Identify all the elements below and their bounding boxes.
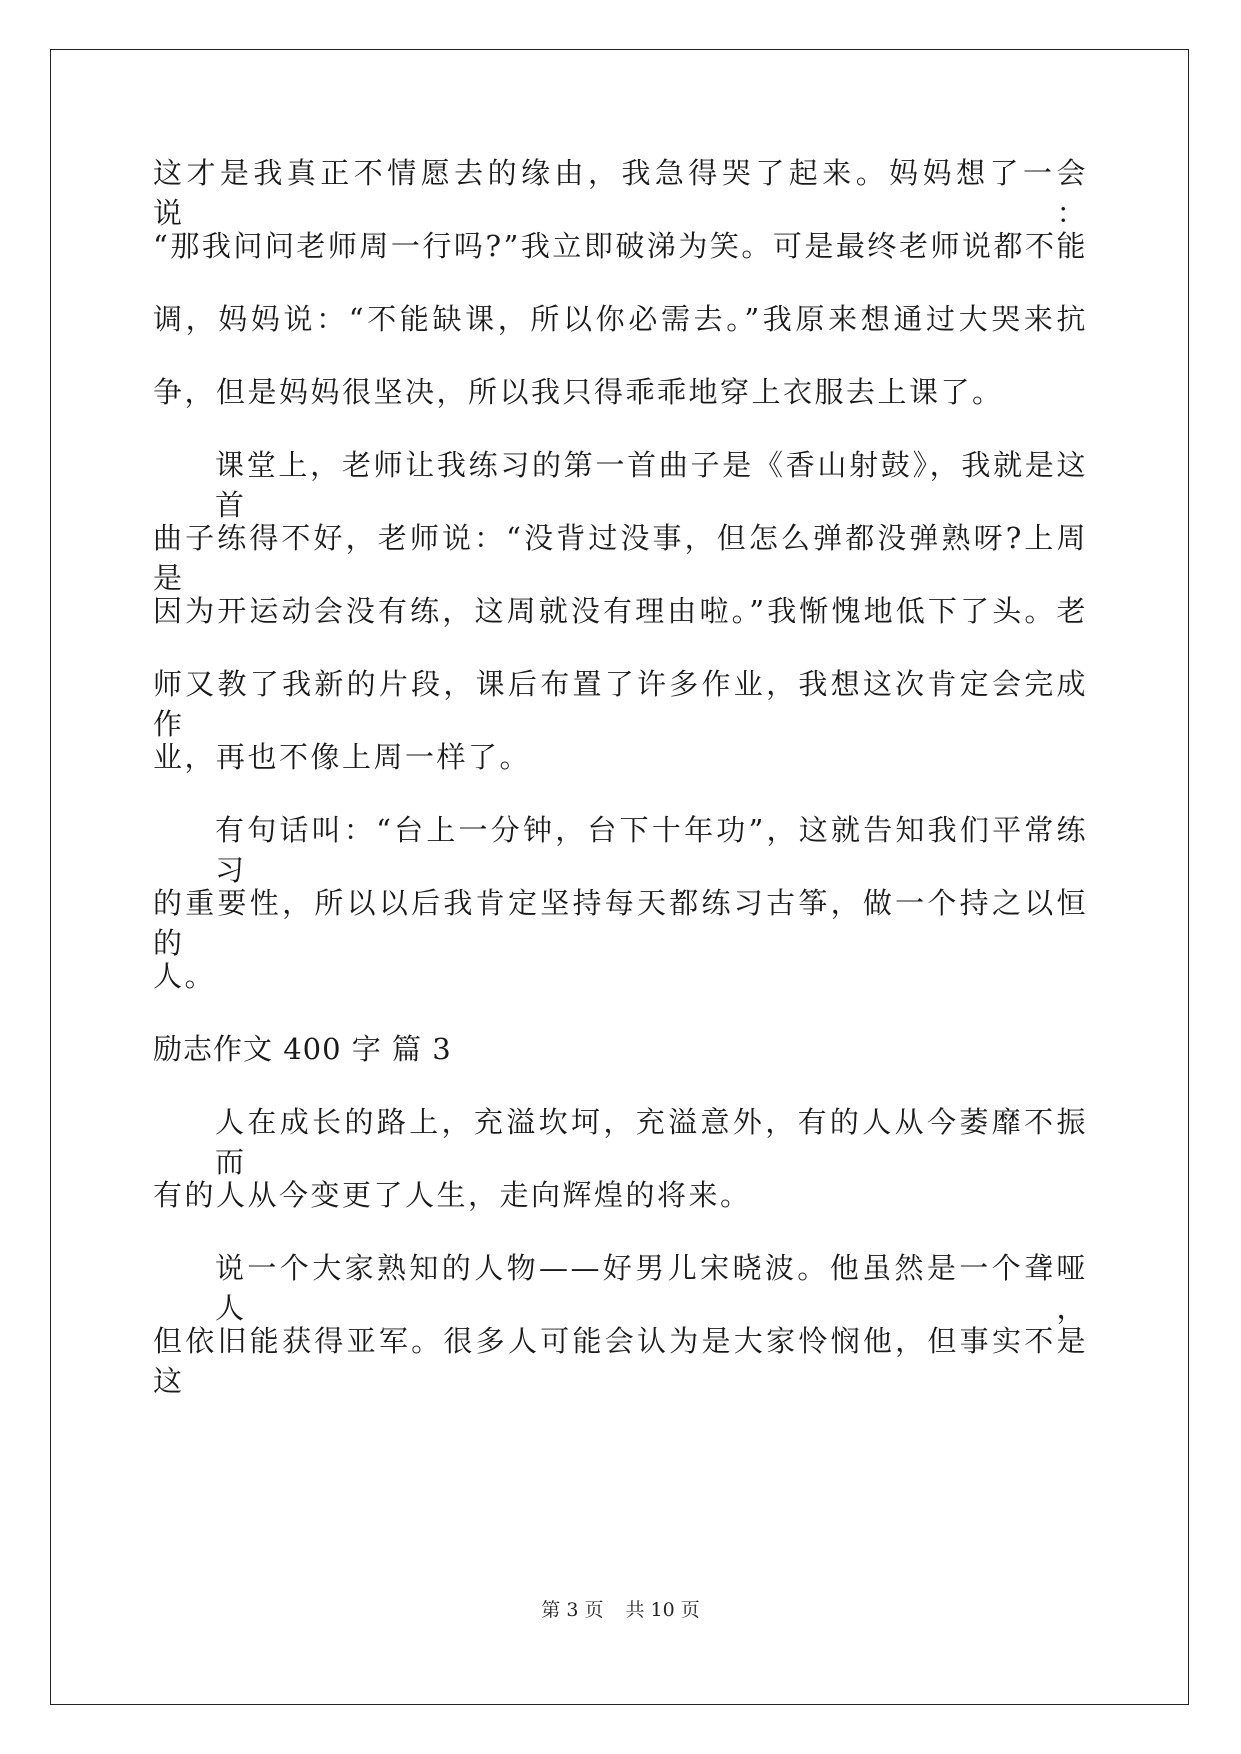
page-footer <box>0 1598 1241 1622</box>
section-heading: 励志作文 400 字 篇 3 <box>153 1032 452 1066</box>
page-total: 共 10 页 <box>625 1599 700 1621</box>
body-text-line: 这才是我真正不情愿去的缘由，我急得哭了起来。妈妈想了一会说： <box>153 156 1088 230</box>
body-text-line: 争，但是妈妈很坚决，所以我只得乖乖地穿上衣服去上课了。 <box>153 375 1004 409</box>
body-text-line: 调，妈妈说：“不能缺课，所以你必需去。”我原来想通过大哭来抗 <box>153 302 1088 336</box>
body-text-line: 业，再也不像上周一样了。 <box>153 740 532 774</box>
body-text-line: 人。 <box>153 959 217 993</box>
paragraph-first-line: 有句话叫：“台上一分钟，台下十年功”，这就告知我们平常练习 <box>215 813 1088 887</box>
body-text-line: 有的人从今变更了人生，走向辉煌的将来。 <box>153 1178 752 1212</box>
paragraph-first-line: 说一个大家熟知的人物——好男儿宋晓波。他虽然是一个聋哑人， <box>215 1251 1088 1325</box>
body-text-line: 的重要性，所以以后我肯定坚持每天都练习古筝，做一个持之以恒的 <box>153 886 1088 960</box>
body-text-line: “那我问问老师周一行吗?”我立即破涕为笑。可是最终老师说都不能 <box>153 229 1088 263</box>
paragraph-first-line: 课堂上，老师让我练习的第一首曲子是《香山射鼓》，我就是这首 <box>215 448 1088 522</box>
body-text-line: 因为开运动会没有练，这周就没有理由啦。”我惭愧地低下了头。老 <box>153 594 1088 628</box>
paragraph-first-line: 人在成长的路上，充溢坎坷，充溢意外，有的人从今萎靡不振而 <box>215 1105 1088 1179</box>
body-text-line: 曲子练得不好，老师说：“没背过没事，但怎么弹都没弹熟呀?上周是 <box>153 521 1088 595</box>
body-text-line: 但依旧能获得亚军。很多人可能会认为是大家怜悯他，但事实不是这 <box>153 1324 1088 1398</box>
body-text-line: 师又教了我新的片段，课后布置了许多作业，我想这次肯定会完成作 <box>153 667 1088 741</box>
page-number: 第 3 页 <box>541 1599 604 1621</box>
